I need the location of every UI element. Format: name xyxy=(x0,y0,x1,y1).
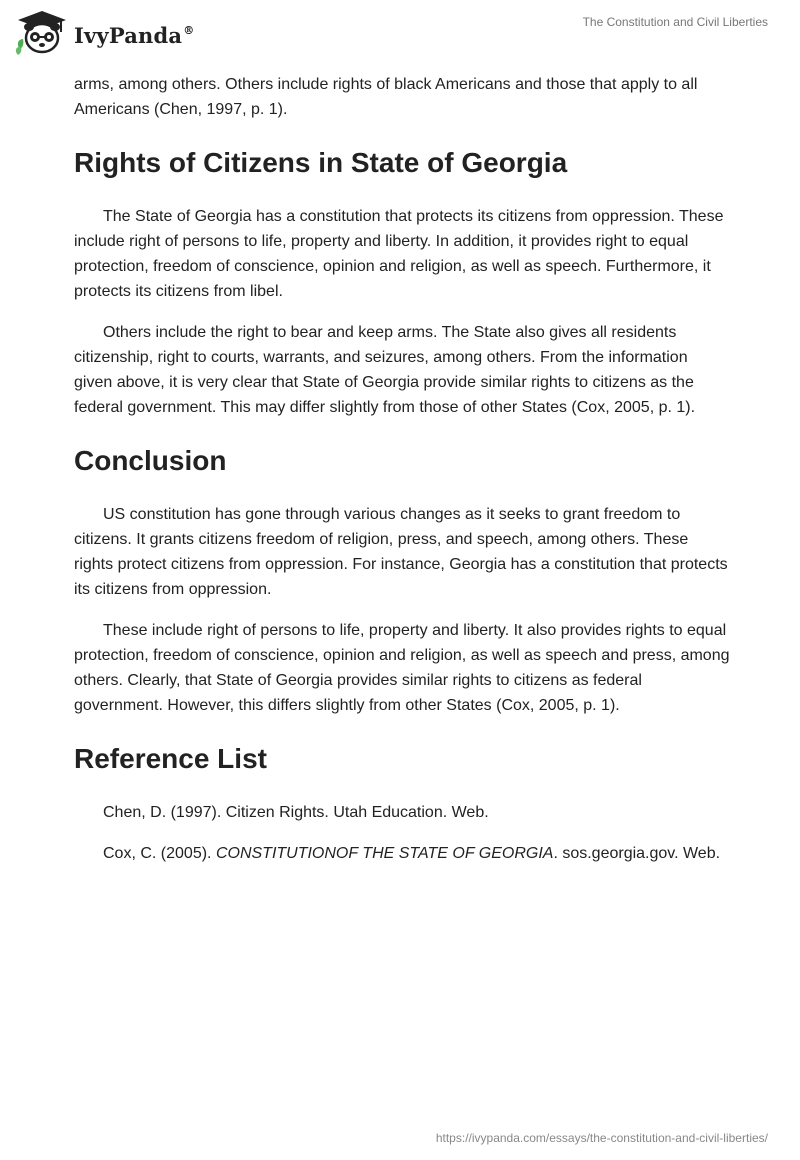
reference-title: CONSTITUTIONOF THE STATE OF GEORGIA xyxy=(215,845,554,862)
panda-logo-icon xyxy=(14,9,70,57)
ivypanda-logo[interactable] xyxy=(14,9,194,57)
article-body xyxy=(74,72,730,882)
intro-paragraph: arms, among others. Others include rights of black Americans and those that apply to all Americans (Chen, 1997, p. 1). xyxy=(74,76,698,118)
page-header xyxy=(0,0,800,70)
brand-name: IvyPanda® xyxy=(74,22,195,48)
paragraph: The State of Georgia has a constitution that protects its citizens from oppression. These include right of persons to life, property and liberty. In addition, it provides right to equal protection, freedom of conscience, opinion and religion, as well as speech. Furthermore, it protects its citizens from libel. xyxy=(74,208,724,300)
section-heading-conclusion: Conclusion xyxy=(74,445,227,476)
reference-item: Chen, D. (1997). Citizen Rights. Utah Education. Web. xyxy=(103,804,489,821)
paragraph: US constitution has gone through various changes as it seeks to grant freedom to citizens. It grants citizens freedom of religion, press, and speech, among others. These rights protect citizens from oppression. For instance, Georgia has a constitution that protects its citizens from oppression. xyxy=(74,506,728,598)
section-heading-georgia-rights: Rights of Citizens in State of Georgia xyxy=(74,147,568,178)
document-title: The Constitution and Civil Liberties xyxy=(582,15,768,29)
section-heading-references: Reference List xyxy=(74,743,267,774)
paragraph: Others include the right to bear and keep arms. The State also gives all residents citizenship, right to courts, warrants, and seizures, among others. From the information given above, it is very clear that State of Georgia provide similar rights to citizens as the federal government. This may differ slightly from those of other States (Cox, 2005, p. 1). xyxy=(74,324,696,416)
reference-item: Cox, C. (2005). CONSTITUTIONOF THE STATE OF GEORGIA. sos.georgia.gov. Web. xyxy=(103,845,721,862)
paragraph: These include right of persons to life, property and liberty. It also provides rights to equal protection, freedom of conscience, opinion and religion, as well as speech and press, among others. Clearly, that State of Georgia provides similar rights to citizens as federal government. However, this differs slightly from other States (Cox, 2005, p. 1). xyxy=(74,622,730,714)
source-url[interactable]: https://ivypanda.com/essays/the-constitution-and-civil-liberties/ xyxy=(435,1131,768,1145)
